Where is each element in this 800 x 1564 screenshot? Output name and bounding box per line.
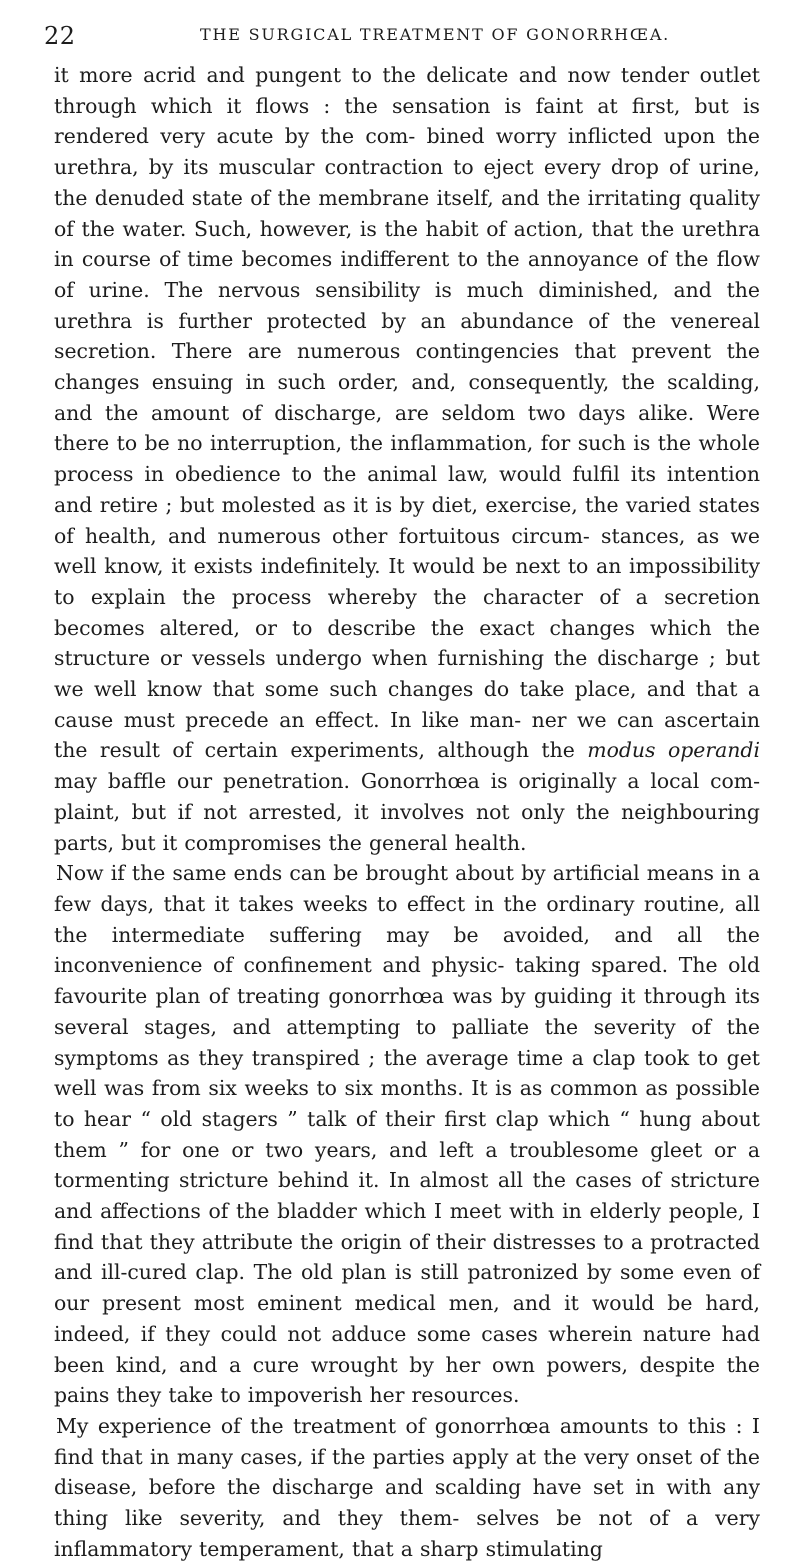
italic-phrase: modus operandi [587, 738, 760, 763]
running-title: THE SURGICAL TREATMENT OF GONORRHŒA. [200, 25, 671, 44]
paragraph-1-ending: may baffle our penetration. Gonorrhœa is originally a local com- plaint, but if not arrested, it involves not only the neighbouring parts, but it compromises the general health. [54, 769, 760, 855]
paragraph-3: My experience of the treatment of gonorrhœa amounts to this : I find that in many cases, if the parties apply at the very onset of the disease, before the discharge and scalding have set in with any thing like severity, and they them- selves be not of a very inflammatory temperament, that a sharp stimulating [54, 1413, 760, 1561]
page-number: 22 [44, 22, 76, 50]
paragraph-1-text: it more acrid and pungent to the delicate and now tender outlet through which it flows : the sensation is faint at first, but is rendered very acute by the com- bined worry inflicted upon the urethra, by its muscular contraction to eject every drop of urine, the denuded state of the membrane itself, and the irritating quality of the water. Such, however, is the habit of action, that the urethra in course of time becomes indifferent to the annoyance of the flow of urine. The nervous sensibility is much diminished, and the urethra is further protected by an abundance of the venereal secretion. There are numerous contingencies that prevent the changes ensuing in such order, and, consequently, the scalding, and the amount of discharge, are seldom two days alike. Were there to be no interruption, the inflammation, for such is the whole process in obedience to the animal law, would fulfil its intention and retire ; but molested as it is by diet, exercise, the varied states of health, and numerous other fortuitous circum- stances, as we well know, it exists indefinitely. It would be next to an impossibility to explain the process whereby the character of a secretion becomes altered, or to describe the exact changes which the structure or vessels undergo when furnishing the discharge ; but we well know that some such changes do take place, and that a cause must precede an effect. In like man- ner we can ascertain the result of certain experiments, although the [54, 63, 760, 763]
running-head [0, 10, 800, 50]
paragraph-2: Now if the same ends can be brought about by artificial means in a few days, that it takes weeks to effect in the ordinary routine, all the intermediate suffering may be avoided, and all the inconvenience of confinement and physic- taking spared. The old favourite plan of treating gonorrhœa was by guiding it through its several stages, and attempting to palliate the severity of the symptoms as they transpired ; the average time a clap took to get well was from six weeks to six months. It is as common as possible to hear “ old stagers ” talk of their first clap which “ hung about them ” for one or two years, and left a troublesome gleet or a tormenting stricture behind it. In almost all the cases of stricture and affections of the bladder which I meet with in elderly people, I find that they attribute the origin of their distresses to a protracted and ill-cured clap. The old plan is still patronized by some even of our present most eminent medical men, and it would be hard, indeed, if they could not adduce some cases wherein nature had been kind, and a cure wrought by her own powers, despite the pains they take to impoverish her resources. [54, 861, 760, 1408]
paragraph-1 [54, 60, 760, 858]
body-text [54, 60, 760, 1564]
